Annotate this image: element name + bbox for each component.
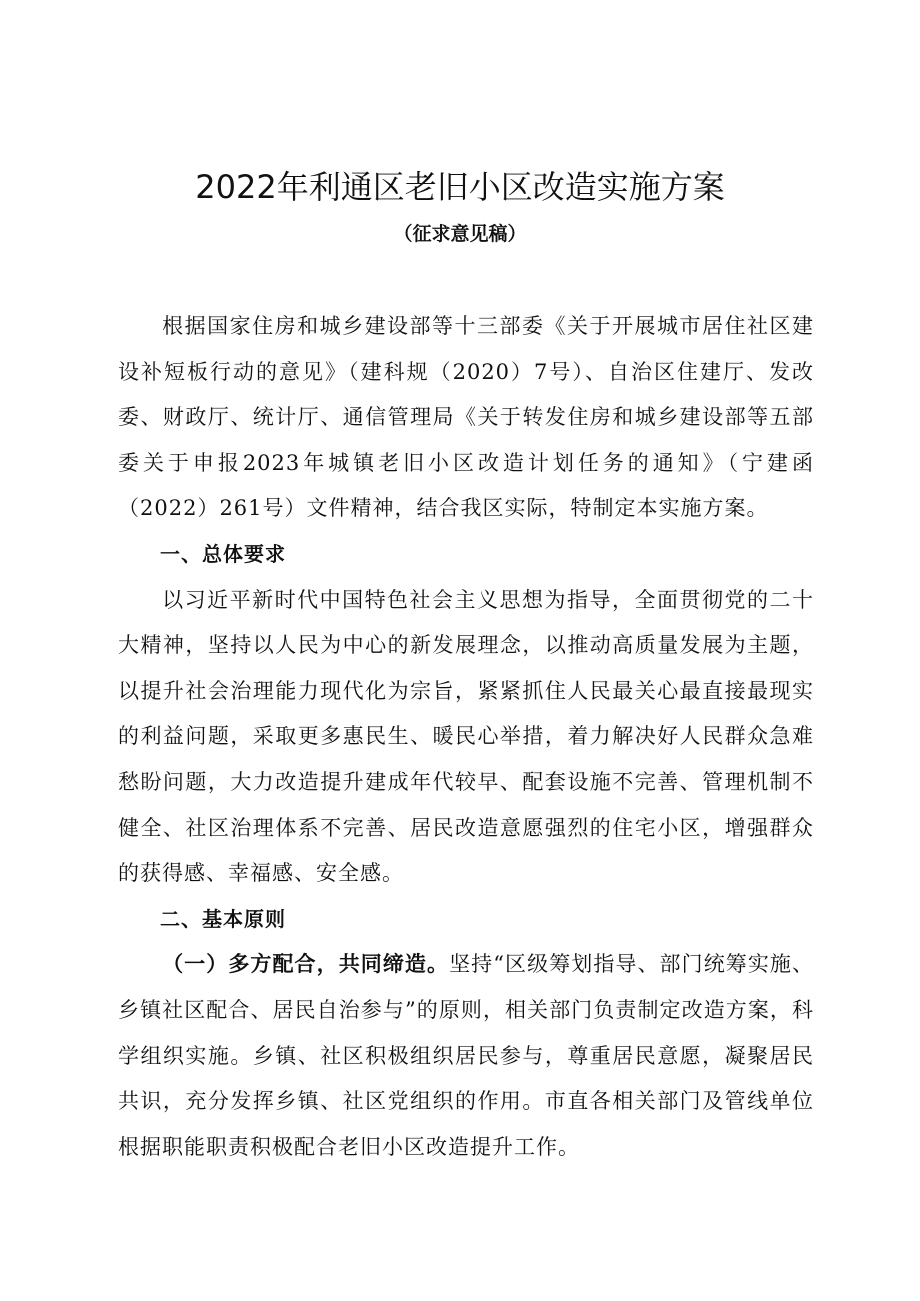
principle-item-1-body: 坚持“区级筹划指导、部门统筹实施、乡镇社区配合、居民自治参与”的原则，相关部门负责制定改造方案，科学组织实施。乡镇、社区积极组织居民参与，尊重居民意愿，凝聚居民共识，充分发挥乡镇、社区党组织的作用。市直各相关部门及管线单位根据职能职责积极配合老旧小区改造提升工作。 <box>118 952 815 1159</box>
document-body <box>118 304 814 1170</box>
principle-item-1-lead: （一）多方配合，共同缔造。 <box>162 952 450 977</box>
overall-requirements-paragraph: 以习近平新时代中国特色社会主义思想为指导，全面贯彻党的二十大精神，坚持以人民为中心的新发展理念，以推动高质量发展为主题，以提升社会治理能力现代化为宗旨，紧紧抓住人民最关心最直接最现实的利益问题，采取更多惠民生、暖民心举措，着力解决好人民群众急难愁盼问题，大力改造提升建成年代较早、配套设施不完善、管理机制不健全、社区治理体系不完善、居民改造意愿强烈的住宅小区，增强群众的获得感、幸福感、安全感。 <box>118 587 814 886</box>
section-heading-basic-principles: 二、基本原则 <box>160 906 286 931</box>
document-subtitle: （征求意见稿） <box>393 223 527 245</box>
intro-paragraph: 根据国家住房和城乡建设部等十三部委《关于开展城市居住社区建设补短板行动的意见》（建科规（2020）7号）、自治区住建厅、发改委、财政厅、统计厅、通信管理局《关于转发住房和城乡建设部等五部委关于申报2023年城镇老旧小区改造计划任务的通知》（宁建函（2022）261号）文件精神，结合我区实际，特制定本实施方案。 <box>118 314 814 521</box>
section-heading-overall-requirements: 一、总体要求 <box>160 541 286 566</box>
document-title: 2022年利通区老旧小区改造实施方案 <box>195 168 725 206</box>
principle-item-1 <box>118 942 814 1170</box>
